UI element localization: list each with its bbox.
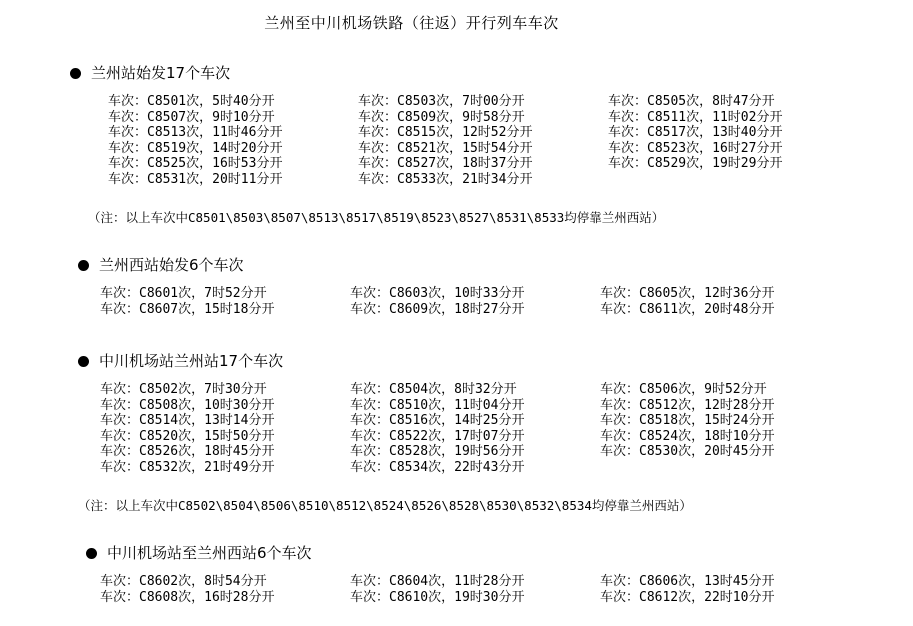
train-entry: 车次：C8514次，13时14分开 [100,413,275,429]
train-entry: 车次：C8517次，13时40分开 [608,125,783,141]
section-airport-to-lanzhou [78,350,283,371]
section-heading [78,350,283,371]
train-entry: 车次：C8505次，8时47分开 [608,94,775,109]
train-entry: 车次：C8522次，17时07分开 [350,428,525,444]
train-entry: 车次：C8510次，11时04分开 [350,397,525,413]
train-entry: 车次：C8606次，13时45分开 [600,574,775,589]
train-entry: 车次：C8507次，9时10分开 [108,109,275,125]
train-entry: 车次：C8516次，14时25分开 [350,413,525,429]
train-entry: 车次：C8607次，15时18分开 [100,301,275,317]
train-entry: 车次：C8534次，22时43分开 [350,459,525,475]
train-entry: 车次：C8603次，10时33分开 [350,286,525,301]
train-entry: 车次：C8533次，21时34分开 [358,171,533,187]
train-list [108,94,858,188]
section-airport-to-lanzhouxi [86,542,312,563]
bullet-icon [86,548,97,559]
train-list [100,286,850,317]
train-entry: 车次：C8528次，19时56分开 [350,444,525,460]
train-entry: 车次：C8501次，5时40分开 [108,94,275,109]
train-entry: 车次：C8519次，14时20分开 [108,140,283,156]
train-entry: 车次：C8609次，18时27分开 [350,301,525,317]
train-entry: 车次：C8502次，7时30分开 [100,382,267,397]
train-entry: 车次：C8503次，7时00分开 [358,94,525,109]
train-entry: 车次：C8530次，20时45分开 [600,444,775,460]
train-entry: 车次：C8608次，16时28分开 [100,589,275,605]
section-heading-text: 中川机场站至兰州西站6个车次 [107,544,312,562]
train-entry: 车次：C8520次，15时50分开 [100,428,275,444]
section-heading [86,542,312,563]
train-list [100,382,850,476]
train-entry: 车次：C8521次，15时54分开 [358,140,533,156]
page-title: 兰州至中川机场铁路（往返）开行列车车次 [264,14,559,32]
train-entry: 车次：C8523次，16时27分开 [608,140,783,156]
train-entry: 车次：C8611次，20时48分开 [600,301,775,317]
section-lanzhou-departures [70,62,230,83]
train-entry: 车次：C8524次，18时10分开 [600,428,775,444]
train-list [100,574,850,605]
train-entry: 车次：C8602次，8时54分开 [100,574,267,589]
train-entry: 车次：C8532次，21时49分开 [100,459,275,475]
train-entry: 车次：C8509次，9时58分开 [358,109,525,125]
section-lanzhouxi-departures [78,254,244,275]
footnote: （注：以上车次中C8501\8503\8507\8513\8517\8519\8523\8527\8531\8533均停靠兰州西站） [88,210,665,225]
train-entry: 车次：C8527次，18时37分开 [358,156,533,172]
train-entry: 车次：C8511次，11时02分开 [608,109,783,125]
section-heading [78,254,244,275]
train-entry: 车次：C8529次，19时29分开 [608,156,783,172]
train-entry: 车次：C8610次，19时30分开 [350,589,525,605]
train-entry: 车次：C8612次，22时10分开 [600,589,775,605]
train-entry: 车次：C8525次，16时53分开 [108,156,283,172]
train-entry: 车次：C8504次，8时32分开 [350,382,517,397]
section-heading-text: 兰州西站始发6个车次 [99,256,244,274]
train-entry: 车次：C8506次，9时52分开 [600,382,767,397]
footnote: （注：以上车次中C8502\8504\8506\8510\8512\8524\8526\8528\8530\8532\8534均停靠兰州西站） [78,498,692,513]
train-entry: 车次：C8512次，12时28分开 [600,397,775,413]
train-entry: 车次：C8531次，20时11分开 [108,171,283,187]
train-entry: 车次：C8508次，10时30分开 [100,397,275,413]
train-entry [600,460,850,476]
bullet-icon [70,68,81,79]
train-entry: 车次：C8518次，15时24分开 [600,413,775,429]
train-entry: 车次：C8526次，18时45分开 [100,444,275,460]
train-entry: 车次：C8604次，11时28分开 [350,574,525,589]
section-heading-text: 中川机场站兰州站17个车次 [99,352,284,370]
section-heading-text: 兰州站始发17个车次 [91,64,231,82]
bullet-icon [78,260,89,271]
train-entry [608,172,858,188]
section-heading [70,62,230,83]
train-entry: 车次：C8513次，11时46分开 [108,125,283,141]
train-entry: 车次：C8601次，7时52分开 [100,286,267,301]
train-entry: 车次：C8605次，12时36分开 [600,286,775,301]
train-entry: 车次：C8515次，12时52分开 [358,125,533,141]
bullet-icon [78,356,89,367]
